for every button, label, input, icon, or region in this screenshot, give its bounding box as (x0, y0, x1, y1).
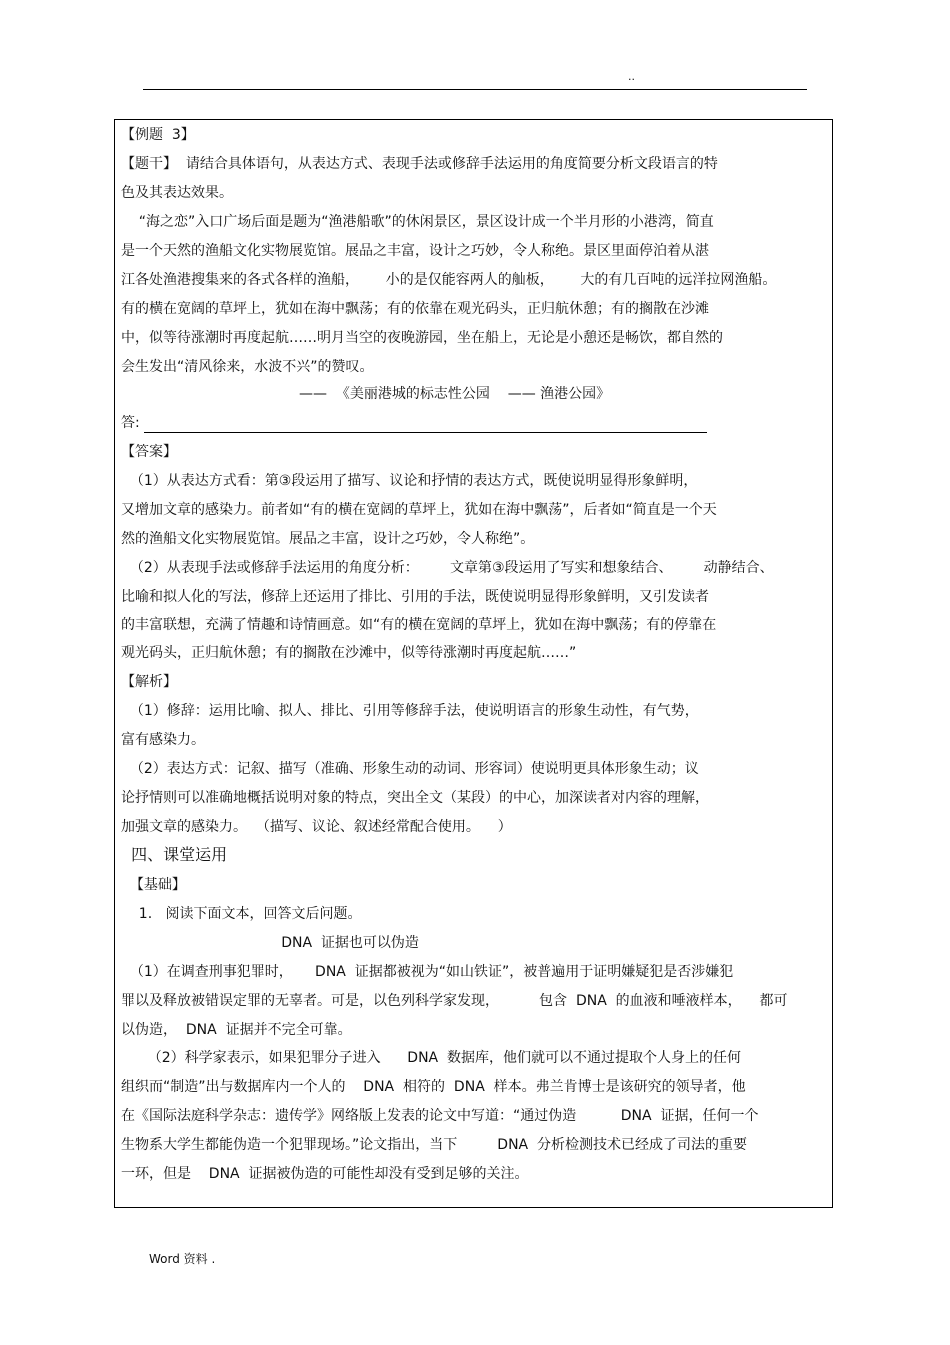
answer-heading: 【答案】 (121, 444, 177, 460)
analysis-2-line-1: （2）表达方式：记叙、描写（准确、形象生动的动词、形容词）使说明更具体形象生动；议 (121, 761, 699, 777)
answer-label: 答: (121, 415, 140, 431)
passage-line-4: 有的横在宽阔的草坪上，犹如在海中飘荡；有的依靠在观光码头，正归航休憩；有的搁散在沙滩 (121, 301, 709, 317)
article-p1-line-3: 以伪造， DNA 证据并不完全可靠。 (121, 1022, 352, 1038)
article-p2-line-5: 一环，但是 DNA 证据被伪造的可能性却没有受到足够的关注。 (121, 1166, 529, 1182)
basics-heading: 【基础】 (121, 877, 186, 893)
passage-line-3: 江各处渔港搜集来的各式各样的渔船， 小的是仅能容两人的舢板， 大的有几百吨的远洋拉网渔船。 (121, 272, 777, 288)
passage-line-6: 会生发出“清风徐来，水波不兴”的赞叹。 (121, 359, 374, 375)
header-dots: .. (628, 70, 635, 83)
article-p2-line-4: 生物系大学生都能伪造一个犯罪现场。”论文指出，当下 DNA 分析检测技术已经成了司法的重要 (121, 1137, 748, 1153)
example-title: 【例题 3】 (121, 127, 195, 143)
answer-2-line-1: （2）从表现手法或修辞手法运用的角度分析： 文章第③段运用了写实和想象结合、 动静结合、 (121, 560, 774, 576)
exercise-prompt: 1. 阅读下面文本，回答文后问题。 (121, 906, 362, 922)
header-rule (143, 89, 807, 90)
answer-1-line-1: （1）从表达方式看：第③段运用了描写、议论和抒情的表达方式，既使说明显得形象鲜明， (121, 473, 698, 489)
passage-source: —— 《美丽港城的标志性公园 —— 渔港公园》 (121, 386, 611, 402)
analysis-heading: 【解析】 (121, 674, 177, 690)
answer-2-line-2: 比喻和拟人化的写法，修辞上还运用了排比、引用的手法，既使说明显得形象鲜明，又引发读者 (121, 589, 709, 605)
answer-blank-line[interactable] (144, 432, 707, 433)
footer-note: Word 资料 . (149, 1252, 216, 1266)
article-p1-line-2: 罪以及释放被错误定罪的无辜者。可是，以色列科学家发现， 包含 DNA 的血液和唾液样本， 都可 (121, 993, 788, 1009)
question-stem-line-2: 色及其表达效果。 (121, 185, 233, 201)
question-stem-line-1: 【题干】 请结合具体语句，从表达方式、表现手法或修辞手法运用的角度简要分析文段语言的特 (121, 156, 718, 172)
analysis-2-line-2: 论抒情则可以准确地概括说明对象的特点，突出全文（某段）的中心，加深读者对内容的理解， (121, 790, 709, 806)
answer-1-line-3: 然的渔船文化实物展览馆。展品之丰富，设计之巧妙，令人称绝”。 (121, 531, 535, 547)
section-heading: 四、课堂运用 (121, 845, 228, 864)
article-p2-line-1: （2）科学家表示，如果犯罪分子进入 DNA 数据库，他们就可以不通过提取个人身上的任何 (121, 1050, 742, 1066)
article-p2-line-3: 在《国际法庭科学杂志：遗传学》网络版上发表的论文中写道：“通过伪造 DNA 证据，任何一个 (121, 1108, 759, 1124)
article-p1-line-1: （1）在调查刑事犯罪时， DNA 证据都被视为“如山铁证”，被普遍用于证明嫌疑犯是否涉嫌犯 (121, 964, 734, 980)
passage-line-1: “海之恋”入口广场后面是题为“渔港船歌”的休闲景区，景区设计成一个半月形的小港湾，简直 (121, 214, 714, 230)
passage-line-2: 是一个天然的渔船文化实物展览馆。展品之丰富，设计之巧妙，令人称绝。景区里面停泊着从湛 (121, 243, 709, 259)
article-title: DNA 证据也可以伪造 (121, 935, 419, 951)
answer-2-line-4: 观光码头，正归航休憩；有的搁散在沙滩中，似等待涨潮时再度起航……” (121, 645, 577, 661)
analysis-1-line-1: （1）修辞：运用比喻、拟人、排比、引用等修辞手法，使说明语言的形象生动性，有气势， (121, 703, 699, 719)
analysis-1-line-2: 富有感染力。 (121, 732, 205, 748)
article-p2-line-2: 组织而“制造”出与数据库内一个人的 DNA 相符的 DNA 样本。弗兰肯博士是该研究的领导者，他 (121, 1079, 746, 1095)
passage-line-5: 中，似等待涨潮时再度起航……明月当空的夜晚游园，坐在船上，无论是小憩还是畅饮，都自然的 (121, 330, 723, 346)
answer-1-line-2: 又增加文章的感染力。前者如“有的横在宽阔的草坪上，犹如在海中飘荡”，后者如“简直是一个天 (121, 502, 717, 518)
answer-2-line-3: 的丰富联想，充满了情趣和诗情画意。如“有的横在宽阔的草坪上，犹如在海中飘荡；有的停靠在 (121, 617, 717, 633)
analysis-2-line-3: 加强文章的感染力。 （描写、议论、叙述经常配合使用。 ） (121, 819, 512, 835)
